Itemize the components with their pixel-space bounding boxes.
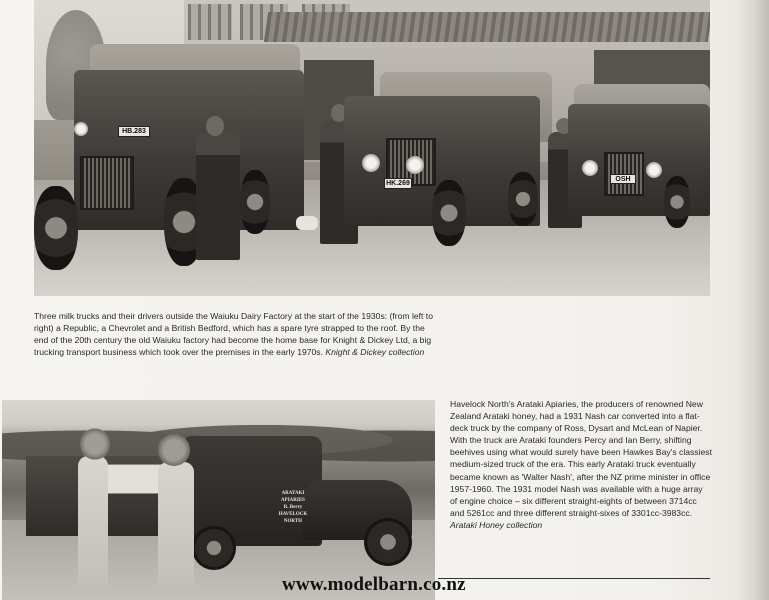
beekeeper [158, 462, 194, 586]
truck-door-sign: ARATAKI APIARIES R. Berry HAVELOCK NORTH [278, 491, 308, 524]
caption-milk-trucks [34, 310, 434, 358]
plate-chevrolet: HK.269 [384, 178, 412, 189]
photo-credit: Knight & Dickey collection [325, 347, 425, 358]
photo-arataki-truck [2, 400, 435, 600]
beekeeper [78, 456, 108, 586]
caption-arataki-truck [450, 398, 712, 531]
beekeeper-veil [80, 428, 110, 460]
divider [438, 578, 710, 579]
plate-republic: HB.283 [118, 126, 150, 137]
beekeeper-veil [158, 434, 190, 466]
photo-credit: Arataki Honey collection [450, 519, 543, 530]
watermark: www.modelbarn.co.nz [282, 574, 466, 595]
dog [296, 216, 318, 230]
tiled-roof [264, 12, 710, 42]
caption-body: Three milk trucks and their drivers outside the Waiuku Dairy Factory at the start of the 1930s: (from left to right) a Republic, a Chevrolet and a British Bedford, which has a spare tyre strapped to the roof. By the end of the 20th century the old Waiuku factory had become the home base for Knight & Dickey Ltd, a big trucking transport business which took over the premises in the early 1970s. [34, 311, 433, 358]
caption-body: Havelock North's Arataki Apiaries, the producers of renowned New Zealand Arataki honey, had a 1931 Nash car converted into a flat-deck truck by the company of Ross, Dysart and McLean of Napier. With the truck are Arataki founders Percy and Ian Berry, shifting beehives using what would surely have been Hawkes Bay's classiest medium-sized truck of the era. This early Arataki truck eventually became known as 'Walter Nash', after the NZ prime minister in office 1957-1960. The 1931 model Nash was available with a huge array of engine choice – six different straight-eights of between 3714cc and 5261cc and three different straight-sixes of 3301cc-3983cc. [450, 399, 712, 518]
driver [196, 132, 240, 260]
page-edge-shadow [735, 0, 769, 600]
photo-milk-trucks [34, 0, 710, 296]
plate-bedford: OSH [610, 174, 636, 184]
